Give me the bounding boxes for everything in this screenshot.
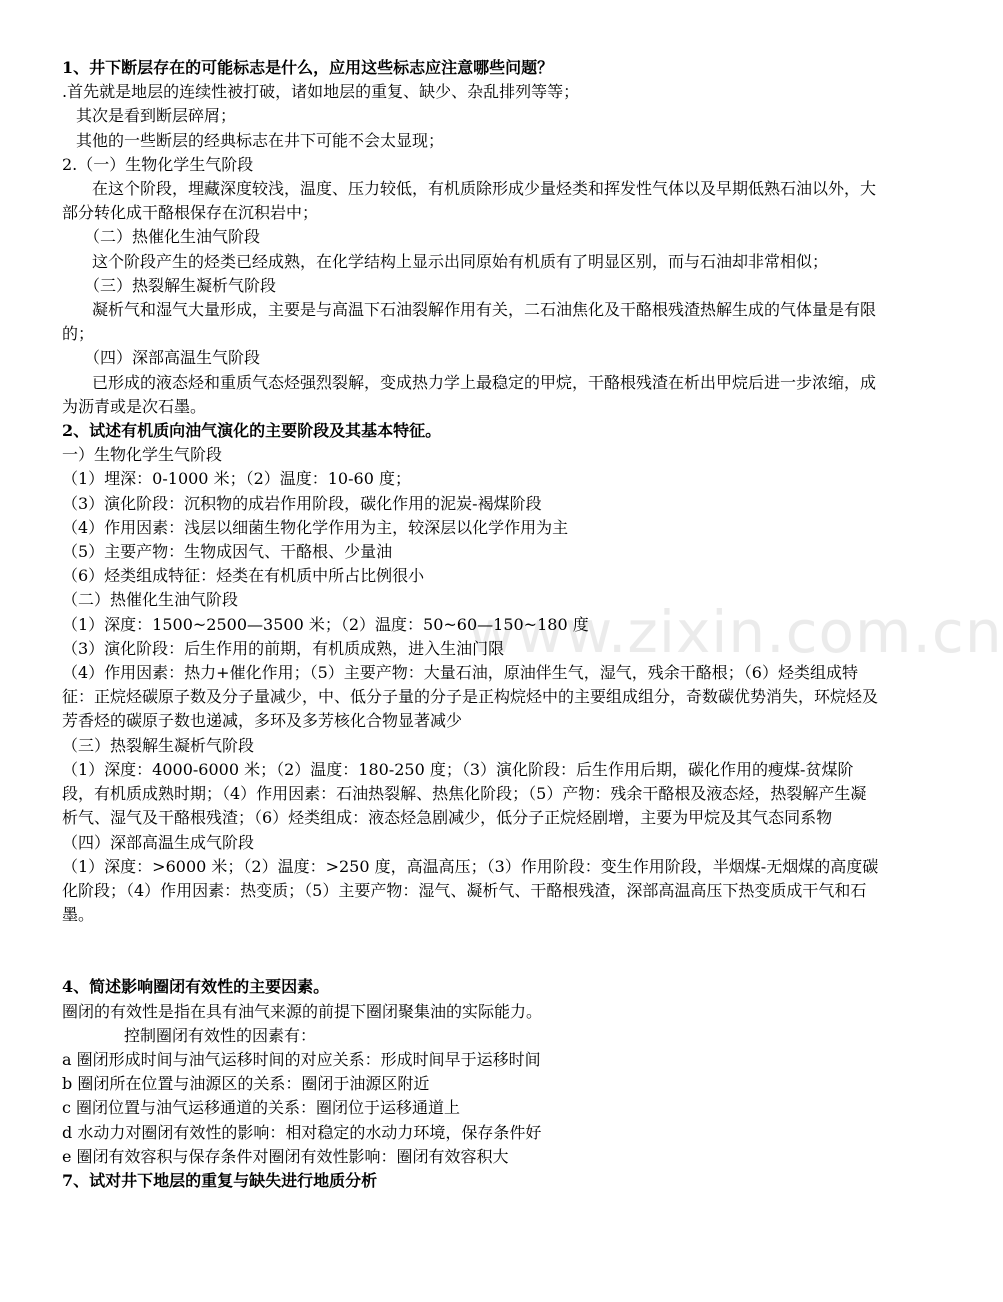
stage-2-heading: （二）热催化生油气阶段 <box>84 227 261 247</box>
q4-factor-e: e 圈闭有效容积与保存条件对圈闭有效性影响：圈闭有效容积大 <box>62 1146 509 1166</box>
q4-factor-b: b 圈闭所在位置与油源区的关系：圈闭于油源区附近 <box>62 1074 430 1094</box>
q4-factor-d: d 水动力对圈闭有效性的影响：相对稳定的水动力环境，保存条件好 <box>62 1122 542 1142</box>
q2-stage-b-item-3: （4）作用因素：热力+催化作用；（5）主要产物：大量石油，原油伴生气，湿气，残余干酪根；（6）烃类组成特征：正烷烃碳原子数及分子量减少，中、低分子量的分子是正构烷烃中的主要组成组分，奇数碳优势消失，环烷烃及芳香烃的碳原子数也递减，多环及多芳核化合物显著减少 <box>62 663 879 731</box>
q2-stage-d-heading: （四）深部高温生成气阶段 <box>62 832 255 852</box>
question-2-title: 2、试述有机质向油气演化的主要阶段及其基本特征。 <box>62 421 442 441</box>
q4-paragraph-2: 控制圈闭有效性的因素有： <box>124 1025 317 1045</box>
q2-stage-b-heading: （二）热催化生油气阶段 <box>62 590 239 610</box>
q2-stage-c-heading: （三）热裂解生凝析气阶段 <box>62 735 255 755</box>
stage-1-heading: 2.（一）生物化学生气阶段 <box>62 154 254 174</box>
question-7-title: 7、试对井下地层的重复与缺失进行地质分析 <box>62 1170 378 1190</box>
q2-stage-b-item-1: （1）深度：1500~2500—3500 米；（2）温度：50~60—150~180 度 <box>62 614 589 634</box>
q2-stage-c-item-1: （1）深度：4000-6000 米；（2）温度：180-250 度；（3）演化阶段：后生作用后期，碳化作用的瘦煤-贫煤阶段，有机质成熟时期；（4）作用因素：石油热裂解、热焦化阶段；（5）产物：残余干酪根及液态烃，热裂解产生凝析气、湿气及干酪根残渣；（6）烃类组成：液态烃急剧减少，低分子正烷烃剧增，主要为甲烷及其气态同系物 <box>62 759 867 828</box>
document-page <box>62 56 880 1193</box>
q2-stage-d-item-1: （1）深度：>6000 米；（2）温度：>250 度，高温高压；（3）作用阶段：变生作用阶段，半烟煤-无烟煤的高度碳化阶段；（4）作用因素：热变质；（5）主要产物：湿气、凝析气、干酪根残渣，深部高温高压下热变质成干气和石墨。 <box>62 856 879 925</box>
stage-3-body: 凝析气和湿气大量形成，主要是与高温下石油裂解作用有关，二石油焦化及干酪根残渣热解生成的气体量是有限的； <box>62 300 877 344</box>
q2-stage-a-item-1: （1）埋深：0-1000 米；（2）温度：10-60 度； <box>62 469 411 489</box>
watermark-text: www.zixin.com.cn <box>468 598 1003 666</box>
q4-factor-c: c 圈闭位置与油气运移通道的关系：圈闭位于运移通道上 <box>62 1098 461 1118</box>
stage-4-body: 已形成的液态烃和重质气态烃强烈裂解，变成热力学上最稳定的甲烷，干酪根残渣在析出甲烷后进一步浓缩，成为沥青或是次石墨。 <box>62 372 877 416</box>
q2-stage-a-item-3: （4）作用因素：浅层以细菌生物化学作用为主，较深层以化学作用为主 <box>62 517 569 537</box>
q2-stage-a-item-2: （3）演化阶段：沉积物的成岩作用阶段，碳化作用的泥炭-褐煤阶段 <box>62 493 542 513</box>
stage-2-body: 这个阶段产生的烃类已经成熟，在化学结构上显示出同原始有机质有了明显区别，而与石油却非常相似； <box>92 251 829 271</box>
q2-stage-a-item-4: （5）主要产物：生物成因气、干酪根、少量油 <box>62 542 393 562</box>
section-spacer <box>62 927 880 975</box>
q1-paragraph-2: 其次是看到断层碎屑； <box>76 106 237 126</box>
q1-paragraph-1: .首先就是地层的连续性被打破，诸如地层的重复、缺少、杂乱排列等等； <box>62 82 580 102</box>
stage-1-body: 在这个阶段，埋藏深度较浅，温度、压力较低，有机质除形成少量烃类和挥发性气体以及早期低熟石油以外，大部分转化成干酪根保存在沉积岩中； <box>62 179 877 223</box>
q2-stage-a-item-5: （6）烃类组成特征：烃类在有机质中所占比例很小 <box>62 566 425 586</box>
q4-paragraph-1: 圈闭的有效性是指在具有油气来源的前提下圈闭聚集油的实际能力。 <box>62 1001 543 1021</box>
question-4-title: 4、简述影响圈闭有效性的主要因素。 <box>62 977 330 997</box>
q4-factor-a: a 圈闭形成时间与油气运移时间的对应关系：形成时间早于运移时间 <box>62 1049 541 1069</box>
q2-stage-b-item-2: （3）演化阶段：后生作用的前期，有机质成熟，进入生油门限 <box>62 638 505 658</box>
question-1-title: 1、井下断层存在的可能标志是什么，应用这些标志应注意哪些问题？ <box>62 58 554 77</box>
stage-4-heading: （四）深部高温生气阶段 <box>84 348 261 368</box>
q1-paragraph-3: 其他的一些断层的经典标志在井下可能不会太显现； <box>76 130 445 150</box>
stage-3-heading: （三）热裂解生凝析气阶段 <box>84 275 277 295</box>
q2-stage-a-heading: 一）生物化学生气阶段 <box>62 445 223 465</box>
